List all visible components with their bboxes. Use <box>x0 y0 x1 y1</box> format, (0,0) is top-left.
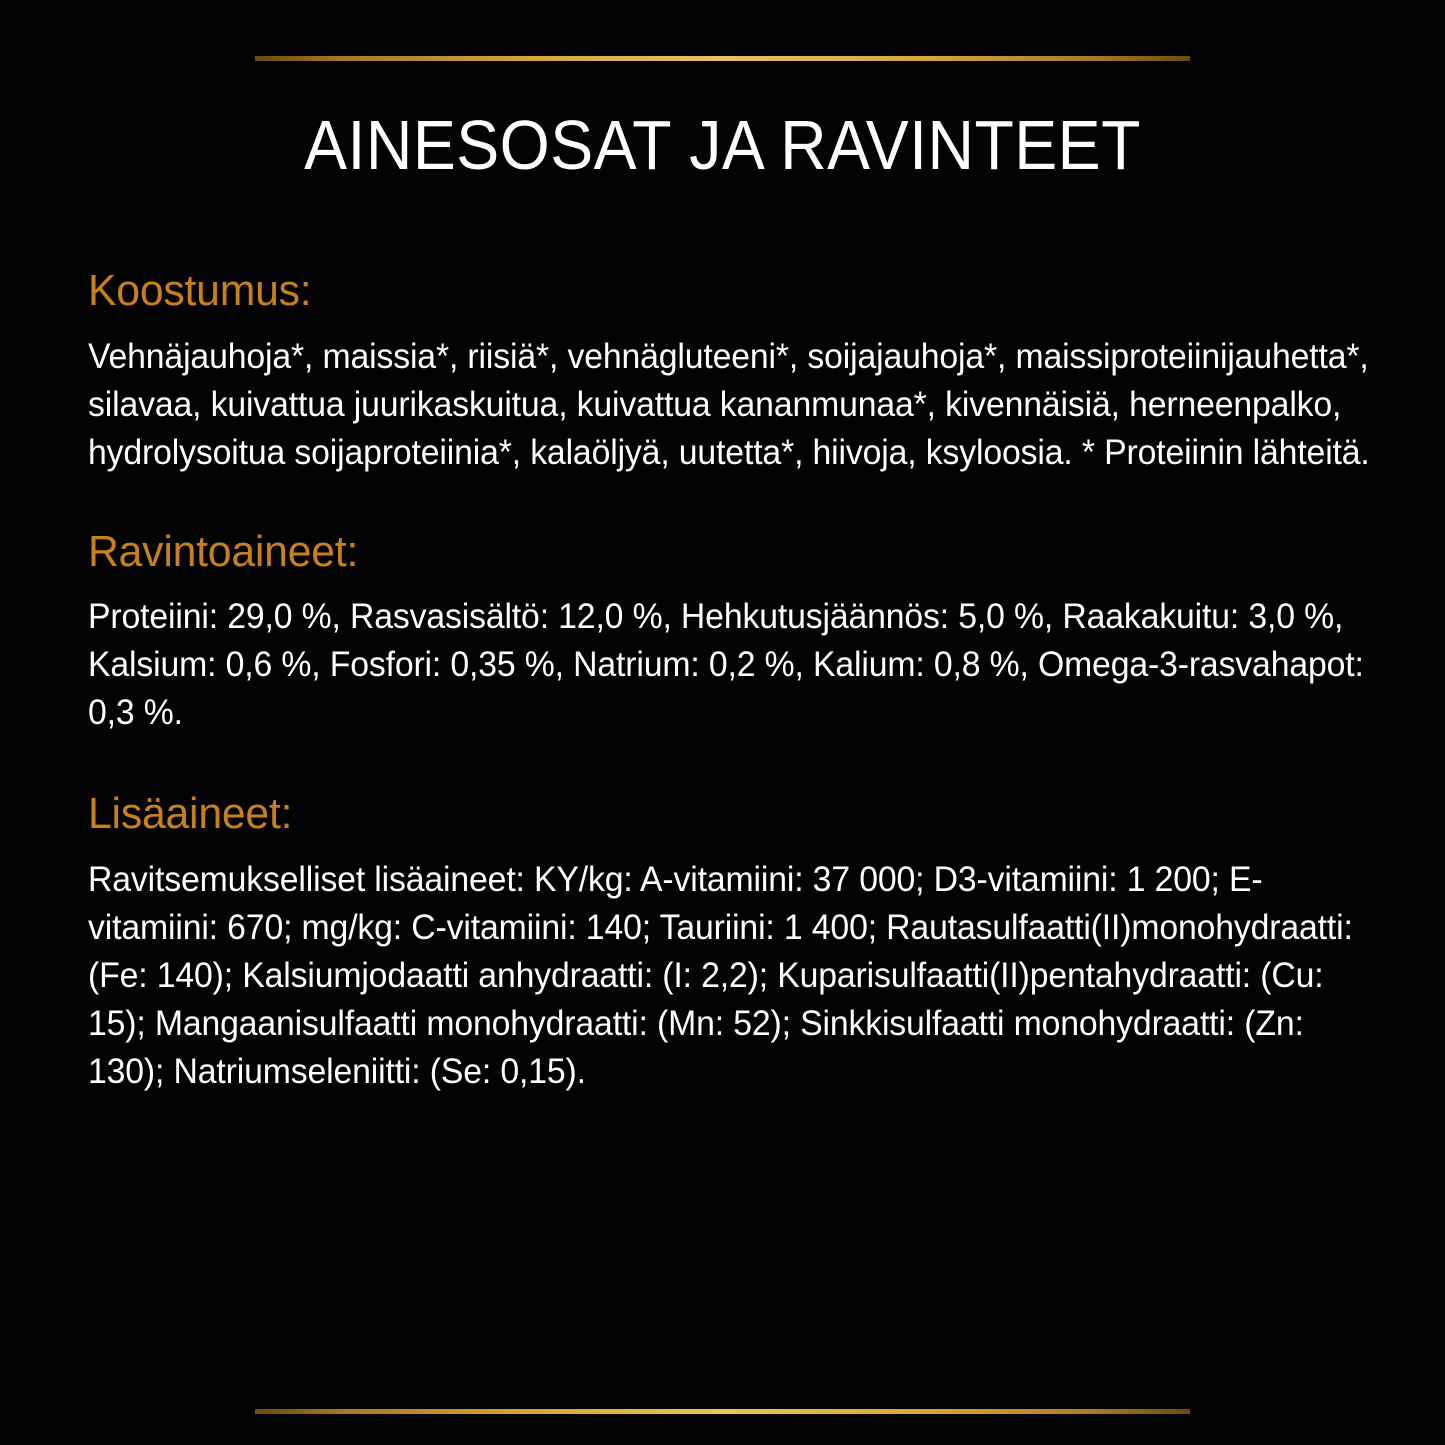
content-area <box>88 268 1388 1096</box>
top-divider-rule <box>255 56 1190 61</box>
bottom-divider-rule <box>255 1409 1190 1414</box>
section-body-ravintoaineet: Proteiini: 29,0 %, Rasvasisältö: 12,0 %, Hehkutusjäännös: 5,0 %, Raakakuitu: 3,0 %, Kalsium: 0,6 %, Fosfori: 0,35 %, Natrium: 0,2 %, Kalium: 0,8 %, Omega-3-rasvahapot: 0,3 %. <box>88 597 1364 733</box>
section-heading-ravintoaineet: Ravintoaineet: <box>88 526 359 576</box>
section-body-lisaaineet: Ravitsemukselliset lisäaineet: KY/kg: A-vitamiini: 37 000; D3-vitamiini: 1 200; E-vitamiini: 670; mg/kg: C-vitamiini: 140; Tauriini: 1 400; Rautasulfaatti(II)monohydraatti: (Fe: 140); Kalsiumjodaatti anhydraatti: (I: 2,2); Kuparisulfaatti(II)pentahydraatti: (Cu: 15); Mangaanisulfaatti monohydraatti: (Mn: 52); Sinkkisulfaatti monohydraatti: (Zn: 130); Natriumseleniitti: (Se: 0,15). <box>88 859 1353 1091</box>
section-ravintoaineet <box>88 526 1388 738</box>
section-heading-koostumus: Koostumus: <box>88 266 312 315</box>
section-heading-lisaaineet: Lisäaineet: <box>88 789 293 839</box>
section-lisaaineet <box>88 791 1388 1096</box>
section-body-koostumus: Vehnäjauhoja*, maissia*, riisiä*, vehnägluteeni*, soijajauhoja*, maissiproteiinijauhetta*, silavaa, kuivattua juurikaskuitua, kuivattua kananmunaa*, kivennäisiä, herneenpalko, hydrolysoitua soijaproteiinia*, kalaöljyä, uutetta*, hiivoja, ksyloosia. * Proteiinin lähteitä. <box>88 336 1370 472</box>
page-title: AINESOSAT JA RAVINTEET <box>304 106 1141 184</box>
section-koostumus <box>88 268 1388 477</box>
